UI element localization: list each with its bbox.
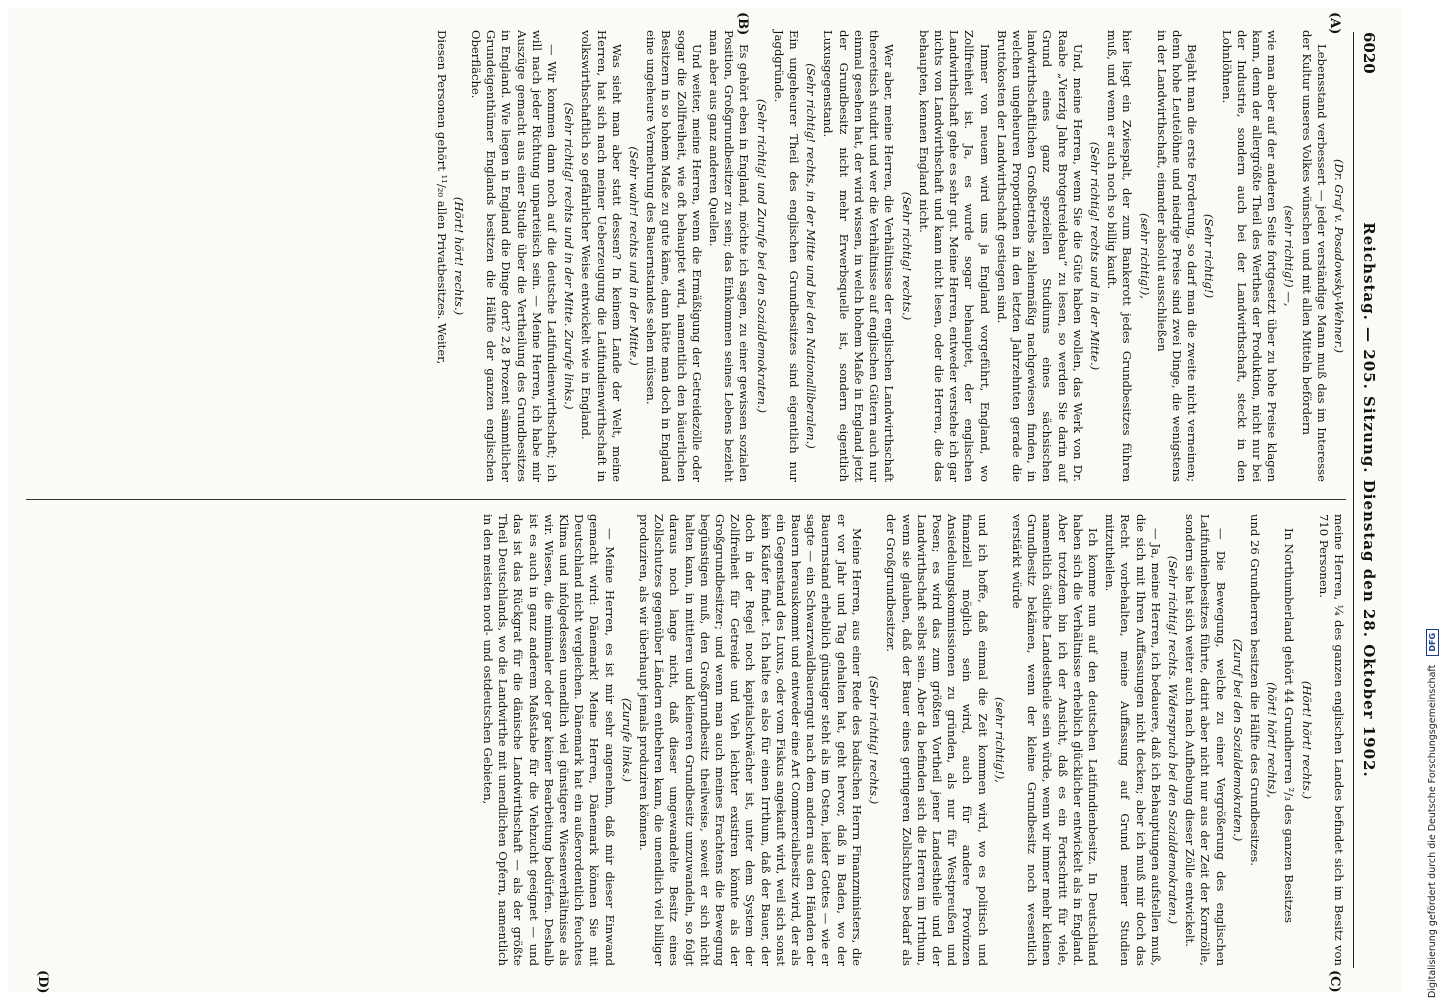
speech-paragraph: Bejaht man die erste Forderung, so darf man die zweite nicht verneinen; denn hohe Leutelöhne und niedrige Preise sind zwei Dinge, die wenigstens in der Landwirthschaft, einander absolut ausschließen	[1154, 30, 1200, 482]
speech-paragraph: meine Herren, ¼ des ganzen englischen Landes befindet sich im Besitz von 710 Personen.	[1316, 514, 1346, 966]
speech-paragraph: Meine Herren, aus einer Rede des badischen Herrn Finanzministers, die er vor Jahr und Tag gehalten hat, geht hervor, daß in Baden, wo der Bauernstand erheblich günstiger steht als im Osten, leider Gottes — wie er sagte — ein Schwarzwaldbauerngut nach dem andern aus den Händen der Bauern herauskommt und entweder eine Art Commercialbesitz wird, der als ein Gegenstand des Luxus, oder vom Fiskus angekauft wird, weil sich sonst kein Käufer findet. Ich halte es also für einen Irrthum, daß der Bauer, der doch in der Regel noch kapitalschwächer ist, unter dem System der Zollfreiheit für Getreide und Vieh leichter existiren könnte als der Großgrundbesitzer; und wenn man auch meines Erachtens die Bewegung begünstigen muß, den Großgrundbesitz theilweise, soweit er sich nicht halten kann, in mittleren und kleineren Grundbesitz umzuwandeln, so folgt daraus noch lange nicht, daß dieser umgewandelte Besitz eines Zollschutzes gegenüber Ländern entbehren kann, die unendlich viel billiger produziren, als wir überhaupt jemals produziren können.	[637, 514, 864, 966]
dfg-logo-icon: DFG	[1426, 629, 1439, 656]
interjection-text: (sehr richtig!),	[1137, 213, 1152, 299]
speech-paragraph: — Ja, meine Herren, ich bedauere, daß ich Behauptungen aufstellen muß, die sich mit Ihren Auffassungen nicht decken; aber ich muß mir doch das Recht vorbehalten, meine Auffassung auf Grund meiner Studien mitzutheilen.	[1103, 514, 1163, 966]
interjection-text: (Sehr richtig! rechts, in der Mitte und bei den Nationalliberalen.)	[804, 63, 819, 449]
page-content-rotated	[8, 8, 1402, 992]
speech-paragraph: Was sieht man aber statt dessen? In keinem Lande der Welt, meine Herren, hat sich nach meiner Ueberzeugung die Latifundienwirthschaft in volkswirthschaftlich so gefährlicher Weise entwickelt wie in England.	[579, 30, 624, 482]
interjection-text: (Hört! hört! rechts.)	[1299, 680, 1314, 800]
rotated-newspaper-page	[8, 8, 1402, 992]
interjection-text: (Zuruf bei den Sozialdemokraten.)	[1230, 638, 1245, 842]
interjection-text: (Sehr wahr! rechts und in der Mitte.)	[627, 146, 642, 366]
interjection-text: (sehr richtig!) —,	[1282, 205, 1297, 307]
digitization-credit	[1410, 0, 1438, 1000]
speech-paragraph: Immer von neuem wird uns ja England vorgeführt, England, wo Zollfreiheit ist. Ja, es wurde sogar behauptet, der englischen Landwirthschaft gehe es sehr gut. Meine Herren, entweder verstehe ich gar nichts von Landwirthschaft und kann nicht lesen, oder die Herren, die das behaupten, kennen England nicht.	[916, 30, 992, 482]
speech-paragraph: hier liegt ein Zwiespalt, der zum Bankerott jedes Grundbesitzes führen muß, und wenn er auch noch so billig kauft.	[1105, 30, 1135, 482]
interjection-text: (Zurufe links.)	[619, 698, 634, 782]
speech-paragraph: und ich hoffe, daß einmal die Zeit kommen wird, wo es politisch und finanziell möglich sein wird, auch für andere Provinzen Ansiedelungskommissionen zu gründen, als nur für Westpreußen und Posen; es wird das zum größten Vortheil jener Landestheile und der Landwirthschaft selbst sein. Aber da befinden sich die Herren im Irrthum, wenn sie glauben, daß der Bauer eines geringeren Zollschutzes bedarf als der Großgrundbesitzer.	[884, 514, 990, 966]
column-divider	[26, 499, 1346, 500]
speech-paragraph: — Die Bewegung, welche zu einer Vergrößerung des englischen Latifundienbesitzes führte, datirt aber nicht nur aus der Zeit der Kornzölle, sondern sie hat sich weiter auch nach Aufhebung dieser Zölle entwickelt.	[1183, 514, 1228, 966]
speech-paragraph: Und weiter, meine Herren, wenn die Ermäßigung der Getreidezölle oder sogar die Zollfreiheit, wie oft behauptet wird, namentlich den bäuerlichen Besitzern in so hohem Maße zu gute käme, dann hätte man doch in England eine ungeheure Vermehrung des Bauernstandes sehen müssen.	[644, 30, 704, 482]
text-column-right	[26, 514, 1346, 966]
speech-paragraph: In Northumberland gehört 44 Grundherren ²/₃ des ganzen Besitzes	[1282, 528, 1297, 923]
margin-marker-d: (D)	[35, 970, 50, 994]
speech-paragraph: und 26 Grundherren besitzen die Hälfte des Grundbesitzes.	[1247, 514, 1262, 866]
speech-paragraph: — Meine Herren, es ist mir sehr angenehm, daß mir dieser Einwand gemacht wird: Dänemark! Meine Herren, Dänemark können Sie mit Deutschland nicht vergleichen. Dänemark hat ein außerordentlich feuchtes Klima und infolgedessen unendlich viel günstigere Wiesenverhältnisse als wir. Wiesen, die minimaler oder gar keiner Bearbeitung bedürfen. Deshalb ist es auch in ganz anderem Maßstabe für die Viehzucht geeignet — und das ist das Rückgrat für die dänische Landwirthschaft — als der größte Theil Deutschlands, wo die Landwirthe mit unendlichen Opfern, namentlich in den meisten nord- und ostdeutschen Gebieten,	[481, 514, 617, 966]
header-divider	[1353, 32, 1354, 968]
speech-paragraph: Ich komme nun auf den deutschen Latifundienbesitz. In Deutschland haben sich die Verhältnisse erheblich glücklicher entwickelt als in England. Aber trotzdem bin ich der Ansicht, daß es ein Fortschritt für viele, namentlich östliche Landestheile sein würde, wenn wir immer mehr kleinen Grundbesitz bekämen, wenn der kleine Grundbesitz noch wesentlich verstärkt würde	[1009, 514, 1100, 966]
speech-paragraph: wie man aber auf der anderen Seite fortgesetzt über zu hohe Preise klagen kann, denn der allergrößte Theil des Werthes der Produktion, nicht nur bei der Industrie, sondern auch bei der Landwirthschaft, steckt in den Lohnlöhnen.	[1219, 30, 1280, 482]
interjection-text: (Sehr richtig! rechts und in der Mitte. Zurufe links.)	[562, 102, 577, 410]
margin-marker-a: (A)	[1327, 12, 1342, 35]
speech-paragraph: — Wir kommen dann noch auf die deutsche Latifundienwirthschaft; ich will nach jeder Richtung unparteiisch sein. — Meine Herren, ich habe mir Auszüge gemacht aus einer Studie über die Vertheilung des Grundbesitzes in England. Wie liegen in England die Dinge dort? 2,8 Prozent sämmtlicher Grundeigenthümer Englands besitzen die Hälfte der ganzen englischen Oberfläche.	[469, 30, 560, 482]
interjection-text: (Sehr richtig! rechts und in der Mitte.)	[1087, 141, 1102, 371]
interjection-text: (Sehr richtig! rechts.)	[867, 675, 882, 805]
interjection-text: (Dr. Graf v. Posadowsky-Wehner.)	[1332, 158, 1346, 354]
margin-marker-b: (B)	[735, 12, 750, 36]
interjection-text: (Sehr richtig!)	[1202, 213, 1217, 299]
speech-paragraph: Ein ungeheurer Theil des englischen Grundbesitzes sind eigentlich nur Jagdgründe.	[771, 30, 802, 482]
session-title: Reichstag. — 205. Sitzung. Dienstag den 28. Oktober 1902.	[1360, 222, 1378, 778]
interjection-text: (Hört! hört! rechts.)	[451, 196, 466, 316]
speech-paragraph: Lebensstand verbessert — jeder verständige Mann muß das im Interesse der Kultur unseres Volkes wünschen und mit allen Mitteln befördern	[1299, 30, 1329, 482]
margin-marker-c: (C)	[1327, 970, 1342, 993]
page-number: 6020	[1360, 32, 1378, 74]
interjection-text: (Sehr richtig! rechts. Widerspruch bei den Sozialdemokraten.)	[1165, 555, 1180, 925]
interjection-text: (Sehr richtig! und Zurufe bei den Sozialdemokraten.)	[754, 98, 769, 414]
interjection-text: (sehr richtig!),	[992, 697, 1007, 783]
speech-paragraph: Wer aber, meine Herren, die Verhältnisse der englischen Landwirthschaft theoretisch studirt und wer die Verhältnisse auf englischen Gütern auch nur einmal gesehen hat, der wird wissen, in welch hohem Maße in England jetzt der Grundbesitz nicht mehr Erwerbsquelle ist, sondern eigentlich Luxusgegenstand.	[821, 30, 897, 482]
speech-paragraph: Diesen Personen gehört ¹¹/₂₀ allen Privatbesitzes. Weiter,	[434, 30, 449, 365]
speech-paragraph: Es gehört eben in England, möchte ich sagen, zu einer gewissen sozialen Position, Großgrundbesitzer zu sein; das Einkommen seines Lebens bezieht man aber aus ganz anderen Quellen.	[707, 30, 752, 482]
interjection-text: (Sehr richtig! rechts.)	[899, 191, 914, 321]
speech-paragraph: Und, meine Herren, wenn Sie die Güte haben wollen, das Werk von Dr. Raabe „Vierzig Jahre Brotgetreidebau“ zu lesen, so werden Sie darin auf Grund eines ganz speziellen Studiums eines sächsischen landwirthschaftlichen Großbetriebs zahlenmäßig nachgewiesen finden, in welchen ungeheuren Proportionen in den letzten Jahrzehnten gerade die Bruttokosten der Landwirthschaft gestiegen sind.	[994, 30, 1085, 482]
page-header	[1352, 32, 1378, 968]
text-column-left	[26, 30, 1346, 482]
funding-note: Digitalisierung gefördert durch die Deutsche Forschungsgemeinschaft	[1427, 664, 1438, 998]
interjection-text: (hört! hört! rechts),	[1265, 682, 1280, 798]
